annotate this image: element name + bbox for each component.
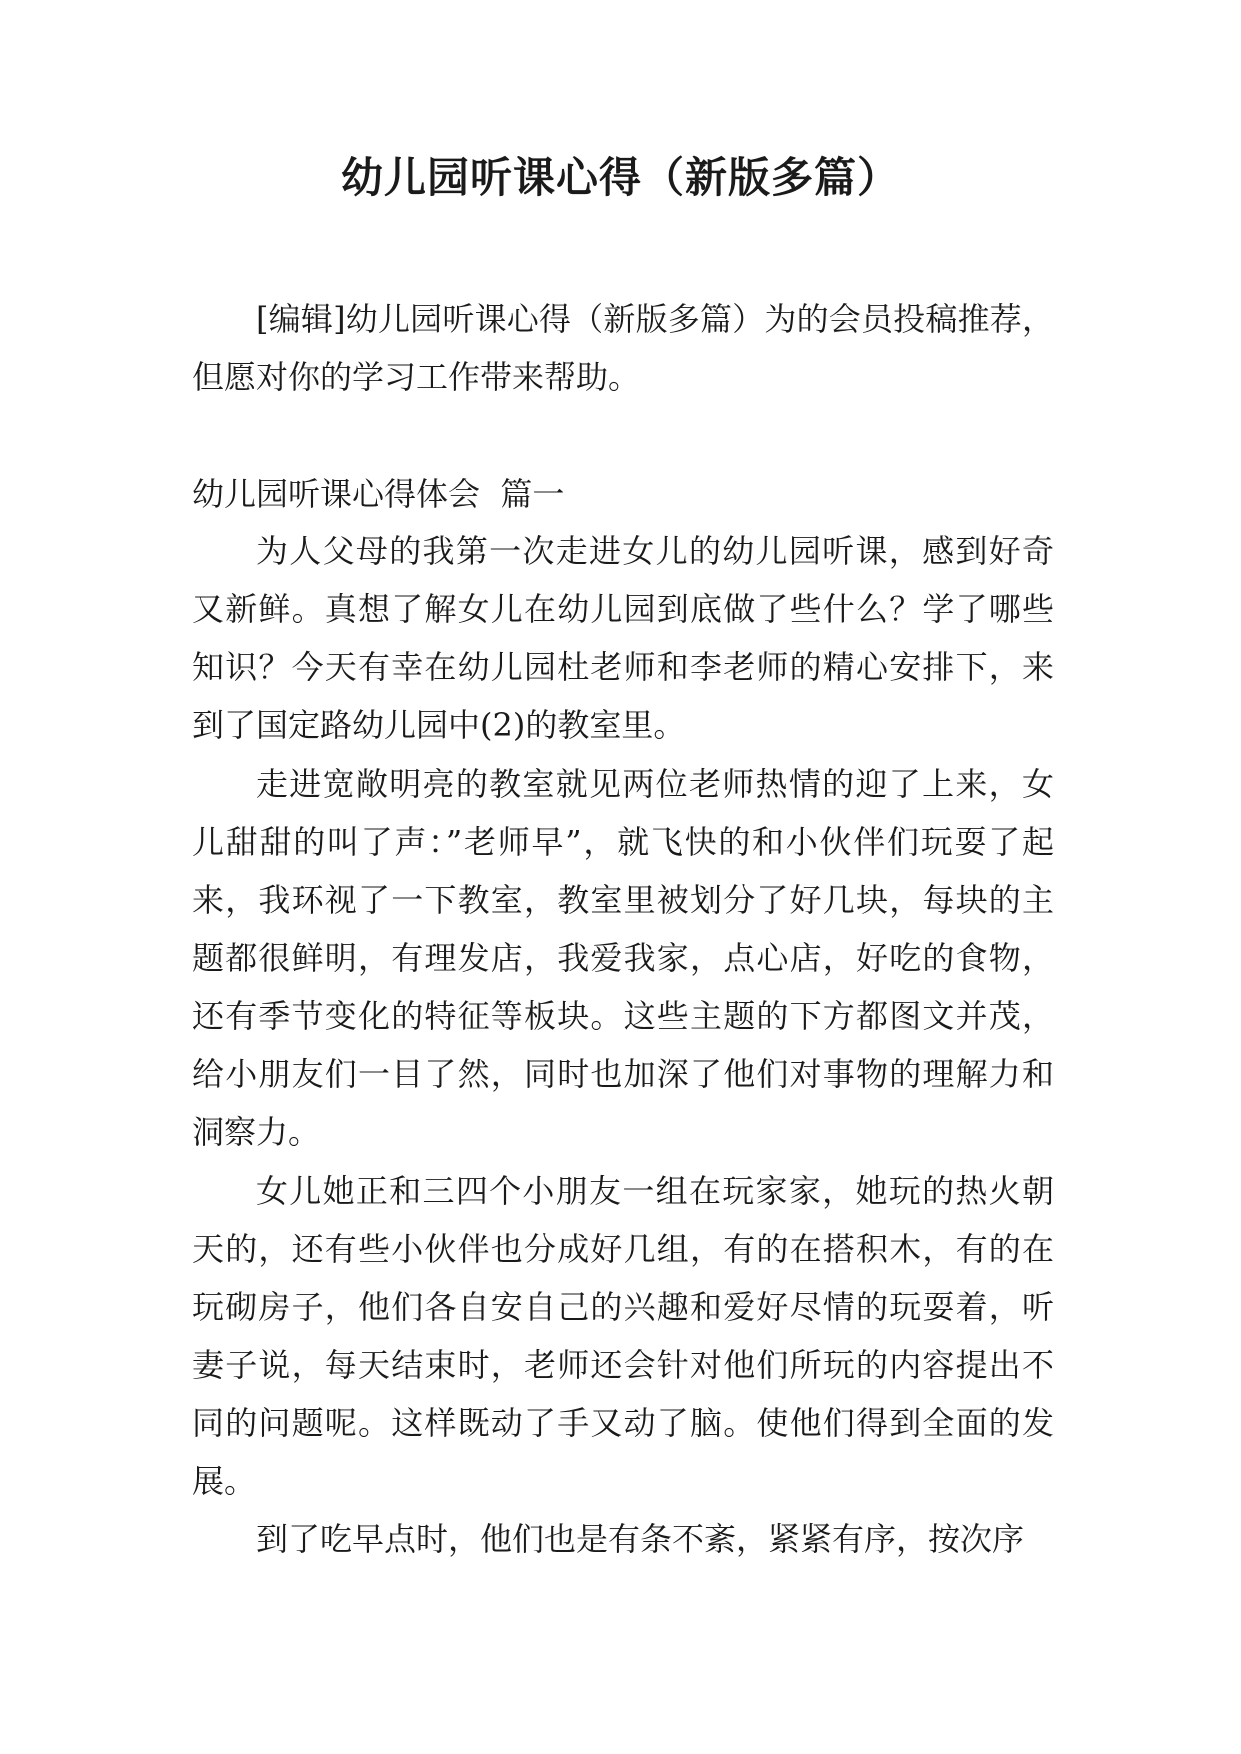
body-paragraph: 到了吃早点时，他们也是有条不紊，紧紧有序，按次序 [256, 1520, 1025, 1558]
body-paragraph: 为人父母的我第一次走进女儿的幼儿园听课，感到好奇又新鲜。真想了解女儿在幼儿园到底做了些什么？学了哪些知识？今天有幸在幼儿园杜老师和李老师的精心安排下，来到了国定路幼儿园中(2)的教室里。 [192, 532, 1054, 744]
body-paragraph: 走进宽敞明亮的教室就见两位老师热情的迎了上来，女儿甜甜的叫了声：”老师早”，就飞快的和小伙伴们玩耍了起来，我环视了一下教室，教室里被划分了好几块，每块的主题都很鲜明，有理发店，我爱我家，点心店，好吃的食物，还有季节变化的特征等板块。这些主题的下方都图文并茂，给小朋友们一目了然，同时也加深了他们对事物的理解力和洞察力。 [192, 765, 1054, 1151]
intro-paragraph: [编辑]幼儿园听课心得（新版多篇）为的会员投稿推荐，但愿对你的学习工作带来帮助。 [192, 300, 1054, 396]
document-title: 幼儿园听课心得（新版多篇） [340, 153, 900, 202]
section-heading: 幼儿园听课心得体会 篇一 [192, 475, 565, 513]
body-paragraph: 女儿她正和三四个小朋友一组在玩家家，她玩的热火朝天的，还有些小伙伴也分成好几组，有的在搭积木，有的在玩砌房子，他们各自安自己的兴趣和爱好尽情的玩耍着，听妻子说，每天结束时，老师还会针对他们所玩的内容提出不同的问题呢。这样既动了手又动了脑。使他们得到全面的发展。 [192, 1172, 1054, 1500]
